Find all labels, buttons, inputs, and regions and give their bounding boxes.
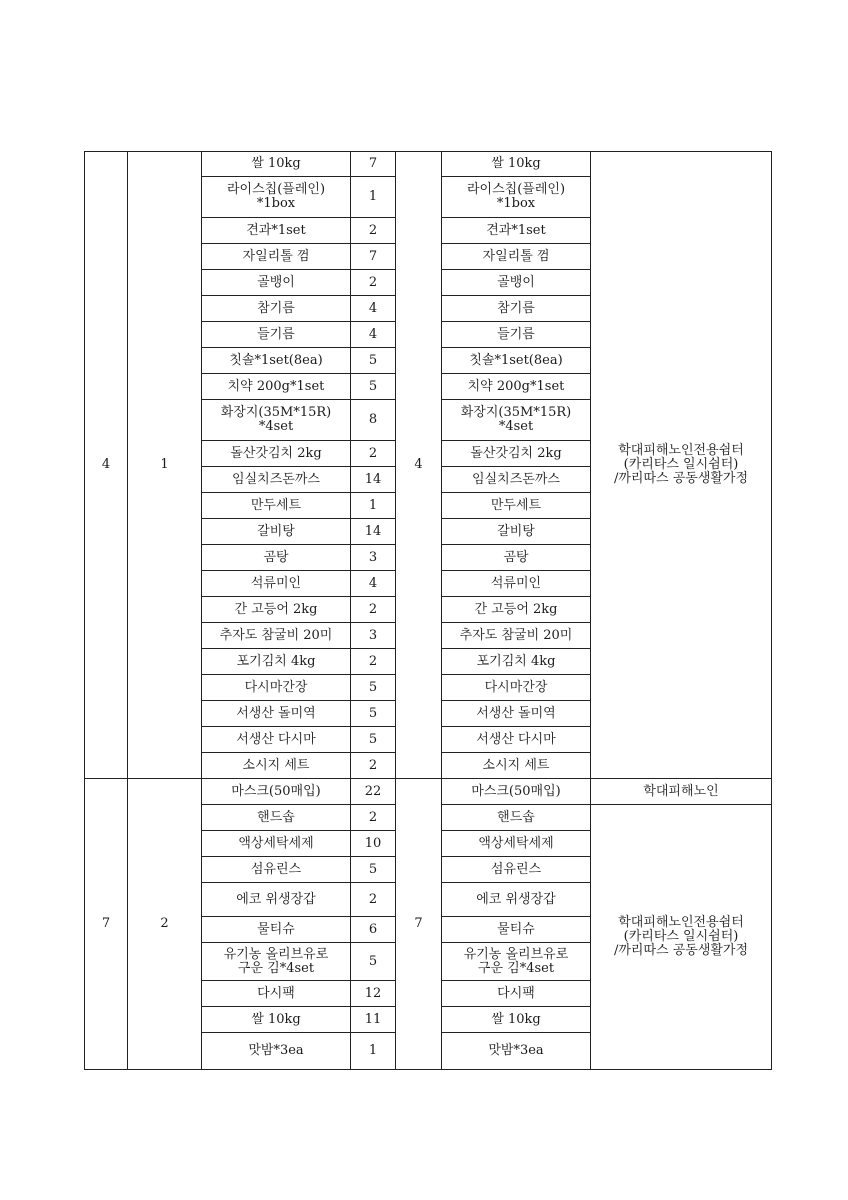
item-qty-cell: 4 <box>351 296 396 322</box>
item-qty-cell: 2 <box>351 441 396 467</box>
item-name-cell: 추자도 참굴비 20미 <box>202 623 351 649</box>
group-count-cell: 4 <box>396 152 442 779</box>
item-name-cell: 섬유린스 <box>202 857 351 883</box>
item-qty-cell: 1 <box>351 1033 396 1070</box>
recipient-org-cell <box>591 152 772 779</box>
item-qty-cell: 2 <box>351 597 396 623</box>
item-name-cell: 마스크(50매입) <box>202 779 351 805</box>
item-name-repeat-cell: 석류미인 <box>442 571 591 597</box>
item-qty-cell: 2 <box>351 270 396 296</box>
item-name-cell: 소시지 세트 <box>202 753 351 779</box>
item-qty-cell: 2 <box>351 649 396 675</box>
item-name-cell: 들기름 <box>202 322 351 348</box>
org-line: 학대피해노인전용쉼터 <box>618 915 744 930</box>
item-name-cell: 칫솔*1set(8ea) <box>202 348 351 374</box>
item-qty-cell: 5 <box>351 727 396 753</box>
item-name-repeat-cell: 견과*1set <box>442 218 591 244</box>
item-name-repeat-cell: 칫솔*1set(8ea) <box>442 348 591 374</box>
org-line: (카리타스 일시쉼터) <box>623 457 739 472</box>
item-name-repeat-cell: 물티슈 <box>442 917 591 943</box>
item-name-repeat-cell: 자일리톨 껌 <box>442 244 591 270</box>
item-name-repeat-cell: 돌산갓김치 2kg <box>442 441 591 467</box>
item-name-repeat-cell: 간 고등어 2kg <box>442 597 591 623</box>
item-qty-cell: 6 <box>351 917 396 943</box>
group-number-cell: 4 <box>85 152 128 779</box>
item-name-cell: 맛밤*3ea <box>202 1033 351 1070</box>
item-name-cell: 핸드솝 <box>202 805 351 831</box>
item-name-cell: 자일리톨 껌 <box>202 244 351 270</box>
item-name-repeat-cell: 다시팩 <box>442 981 591 1007</box>
item-name-repeat-cell: 액상세탁세제 <box>442 831 591 857</box>
group-index-cell: 2 <box>128 779 202 1070</box>
table-row <box>85 152 772 177</box>
item-name-cell: 곰탕 <box>202 545 351 571</box>
item-name-cell: 임실치즈돈까스 <box>202 467 351 493</box>
org-line: /까리따스 공동생활가정 <box>613 943 749 958</box>
item-name-cell: 쌀 10kg <box>202 1007 351 1033</box>
recipient-org-cell: 학대피해노인 <box>591 779 772 805</box>
item-name-cell: 간 고등어 2kg <box>202 597 351 623</box>
item-name-repeat-cell: 추자도 참굴비 20미 <box>442 623 591 649</box>
item-name-repeat-cell: 임실치즈돈까스 <box>442 467 591 493</box>
item-name-repeat-cell: 갈비탕 <box>442 519 591 545</box>
item-qty-cell: 8 <box>351 400 396 441</box>
item-qty-cell: 5 <box>351 701 396 727</box>
item-name-cell: 에코 위생장갑 <box>202 883 351 917</box>
item-qty-cell: 5 <box>351 943 396 981</box>
item-name-cell: 치약 200g*1set <box>202 374 351 400</box>
item-name-repeat-cell: 핸드솝 <box>442 805 591 831</box>
item-name-repeat-cell: 라이스칩(플레인) *1box <box>442 177 591 218</box>
item-qty-cell: 4 <box>351 571 396 597</box>
item-name-cell: 액상세탁세제 <box>202 831 351 857</box>
item-name-cell: 라이스칩(플레인) *1box <box>202 177 351 218</box>
item-name-repeat-cell: 유기농 올리브유로 구운 김*4set <box>442 943 591 981</box>
item-name-repeat-cell: 만두세트 <box>442 493 591 519</box>
item-qty-cell: 5 <box>351 857 396 883</box>
item-qty-cell: 22 <box>351 779 396 805</box>
item-qty-cell: 2 <box>351 218 396 244</box>
org-line: /까리따스 공동생활가정 <box>613 471 749 486</box>
item-qty-cell: 5 <box>351 374 396 400</box>
table-row <box>85 779 772 805</box>
item-name-cell: 다시팩 <box>202 981 351 1007</box>
item-qty-cell: 10 <box>351 831 396 857</box>
item-qty-cell: 2 <box>351 753 396 779</box>
org-line: 학대피해노인전용쉼터 <box>618 443 744 458</box>
item-name-cell: 참기름 <box>202 296 351 322</box>
item-name-repeat-cell: 마스크(50매입) <box>442 779 591 805</box>
item-name-cell: 견과*1set <box>202 218 351 244</box>
item-qty-cell: 1 <box>351 493 396 519</box>
item-name-repeat-cell: 치약 200g*1set <box>442 374 591 400</box>
item-name-repeat-cell: 소시지 세트 <box>442 753 591 779</box>
item-name-repeat-cell: 포기김치 4kg <box>442 649 591 675</box>
item-name-repeat-cell: 쌀 10kg <box>442 152 591 177</box>
item-name-cell: 석류미인 <box>202 571 351 597</box>
recipient-org-cell <box>591 805 772 1070</box>
item-name-cell: 물티슈 <box>202 917 351 943</box>
item-qty-cell: 7 <box>351 152 396 177</box>
item-name-repeat-cell: 들기름 <box>442 322 591 348</box>
item-name-repeat-cell: 다시마간장 <box>442 675 591 701</box>
item-qty-cell: 7 <box>351 244 396 270</box>
item-name-cell: 유기농 올리브유로 구운 김*4set <box>202 943 351 981</box>
item-qty-cell: 2 <box>351 805 396 831</box>
item-qty-cell: 1 <box>351 177 396 218</box>
item-name-repeat-cell: 서생산 다시마 <box>442 727 591 753</box>
item-name-repeat-cell: 에코 위생장갑 <box>442 883 591 917</box>
item-qty-cell: 12 <box>351 981 396 1007</box>
item-qty-cell: 5 <box>351 675 396 701</box>
item-name-cell: 쌀 10kg <box>202 152 351 177</box>
item-qty-cell: 2 <box>351 883 396 917</box>
item-name-cell: 화장지(35M*15R) *4set <box>202 400 351 441</box>
group-count-cell: 7 <box>396 779 442 1070</box>
item-name-cell: 돌산갓김치 2kg <box>202 441 351 467</box>
item-name-repeat-cell: 화장지(35M*15R) *4set <box>442 400 591 441</box>
item-qty-cell: 14 <box>351 467 396 493</box>
org-line: (카리타스 일시쉼터) <box>623 929 739 944</box>
item-qty-cell: 11 <box>351 1007 396 1033</box>
item-name-repeat-cell: 쌀 10kg <box>442 1007 591 1033</box>
item-name-repeat-cell: 맛밤*3ea <box>442 1033 591 1070</box>
item-name-cell: 만두세트 <box>202 493 351 519</box>
item-name-cell: 서생산 다시마 <box>202 727 351 753</box>
item-name-cell: 서생산 돌미역 <box>202 701 351 727</box>
item-name-repeat-cell: 서생산 돌미역 <box>442 701 591 727</box>
item-name-repeat-cell: 골뱅이 <box>442 270 591 296</box>
item-name-cell: 다시마간장 <box>202 675 351 701</box>
item-qty-cell: 3 <box>351 545 396 571</box>
item-name-cell: 골뱅이 <box>202 270 351 296</box>
item-qty-cell: 14 <box>351 519 396 545</box>
item-name-cell: 포기김치 4kg <box>202 649 351 675</box>
item-name-repeat-cell: 참기름 <box>442 296 591 322</box>
item-qty-cell: 4 <box>351 322 396 348</box>
item-name-repeat-cell: 섬유린스 <box>442 857 591 883</box>
item-qty-cell: 3 <box>351 623 396 649</box>
group-number-cell: 7 <box>85 779 128 1070</box>
item-qty-cell: 5 <box>351 348 396 374</box>
item-name-repeat-cell: 곰탕 <box>442 545 591 571</box>
donation-table <box>84 151 772 1070</box>
item-name-cell: 갈비탕 <box>202 519 351 545</box>
group-index-cell: 1 <box>128 152 202 779</box>
